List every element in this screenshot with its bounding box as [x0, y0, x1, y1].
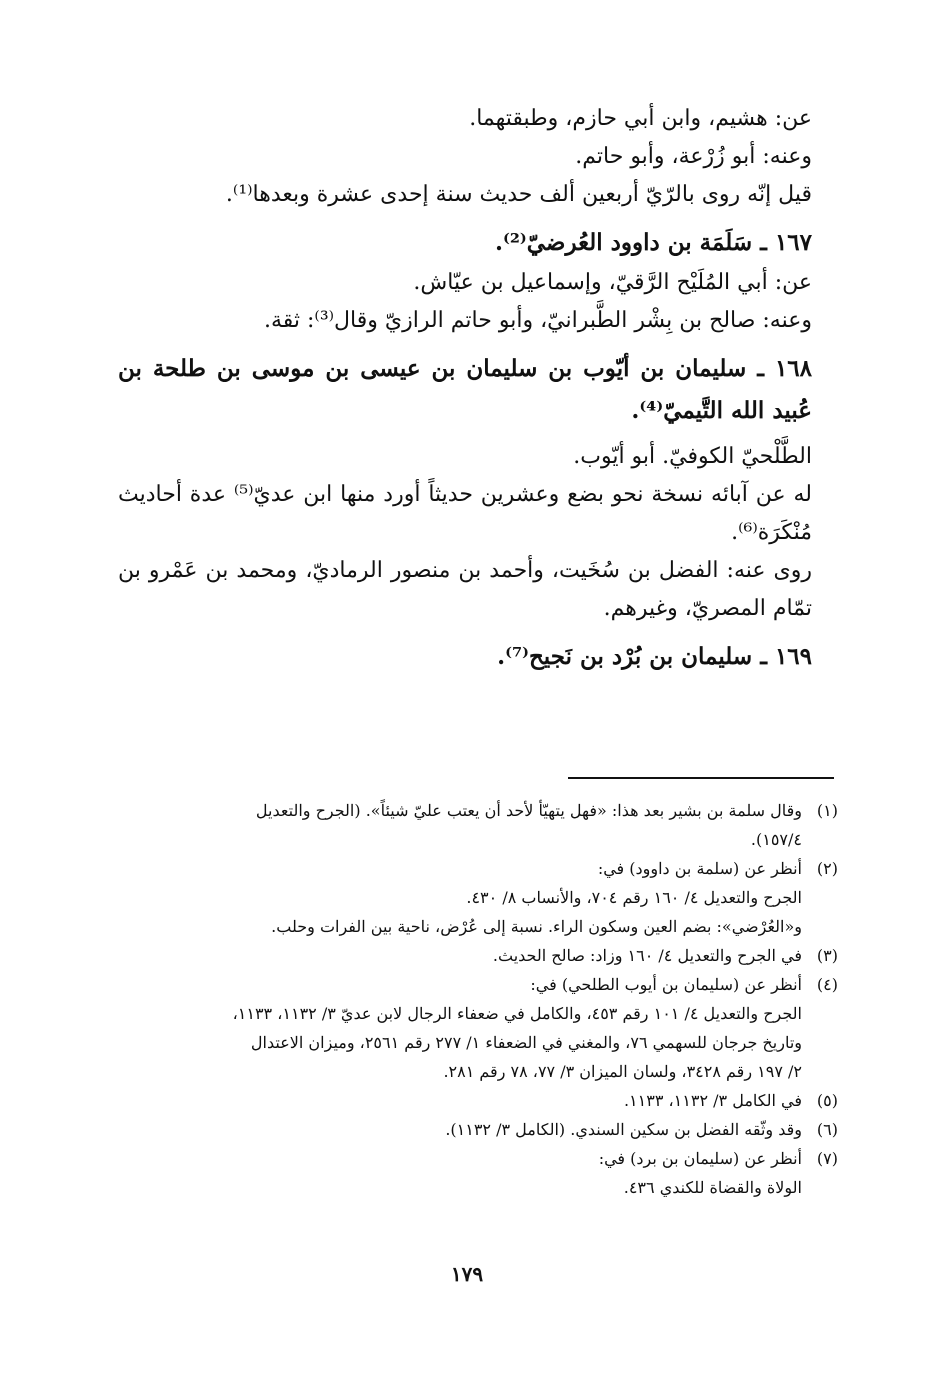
main-text	[118, 100, 812, 678]
footnote-7	[118, 1144, 838, 1202]
text-line: وعنه: أبو زُرْعة، وأبو حاتم.	[575, 144, 812, 169]
footnote-line: ١٥٧/٤).	[750, 830, 802, 849]
footnote-line: وقال سلمة بن بشير بعد هذا: «فهل يتهيّأ لأحد أن يعتب عليّ شيئاً». (الجرح والتعديل	[255, 801, 802, 820]
footnote-number: (١)	[816, 801, 838, 820]
footnotes	[118, 796, 838, 1202]
text-line: الطَّلْحيّ الكوفيّ. أبو أيّوب.	[573, 444, 812, 469]
footnote-number: (٦)	[816, 1120, 838, 1139]
footnote-number: (٤)	[816, 975, 838, 994]
footnote-2	[118, 854, 838, 941]
footnote-5	[118, 1086, 838, 1115]
footnote-1	[118, 796, 838, 854]
footnote-line: وتاريخ جرجان للسهمي ٧٦، والمغني في الضعفاء ١/ ٢٧٧ رقم ٢٥٦١، وميزان الاعتدال	[250, 1033, 802, 1052]
text-line: قيل إنّه روى بالرّيّ أربعين ألف حديث سنة إحدى عشرة وبعدها⁽¹⁾.	[225, 182, 812, 207]
text-line: عن: أبي المُلَيْح الرَّقيّ، وإسماعيل بن عيّاش.	[413, 270, 812, 295]
footnote-number: (٣)	[816, 946, 838, 965]
text-line: وعنه: صالح بن بِشْر الطَّبرانيّ، وأبو حاتم الرازيّ وقال⁽³⁾: ثقة.	[263, 308, 812, 333]
footnote-number: (٧)	[816, 1149, 838, 1168]
footnote-divider	[568, 777, 834, 779]
footnote-line: الجرح والتعديل ٤/ ١٦٠ رقم ٧٠٤، والأنساب ٨/ ٤٣٠.	[466, 888, 802, 907]
entry-heading-167: ١٦٧ ـ سَلَمَة بن داوود العُرضيّ⁽²⁾.	[494, 229, 812, 256]
footnote-line: أنظر عن (سلمة بن داوود) في:	[597, 859, 802, 878]
entry-heading-168: ١٦٨ ـ سليمان بن أيّوب بن سليمان بن عيسى بن موسى بن طلحة بن عُبيد الله التَّيميّ⁽⁴⁾.	[118, 355, 812, 424]
footnote-number: (٥)	[816, 1091, 838, 1110]
entry-heading-169: ١٦٩ ـ سليمان بن بُرْد بن نَجيح⁽⁷⁾.	[497, 643, 812, 670]
page-number: ١٧٩	[450, 1262, 484, 1286]
footnote-6	[118, 1115, 838, 1144]
footnote-line: أنظر عن (سليمان بن برد) في:	[598, 1149, 802, 1168]
text-paragraph: له عن آبائه نسخة نحو بضع وعشرين حديثاً أورد منها ابن عديّ⁽⁵⁾ عدة أحاديث مُنْكَرَة⁽⁶⁾.	[118, 482, 813, 545]
footnote-line: الولاة والقضاة للكندي ٤٣٦.	[623, 1178, 802, 1197]
footnote-line: وقد وثّقه الفضل بن سكين السندي. (الكامل ٣/ ١١٣٢).	[445, 1120, 802, 1139]
footnote-line: ٢/ ١٩٧ رقم ٣٤٢٨، ولسان الميزان ٣/ ٧٧، ٧٨ رقم ٢٨١.	[443, 1062, 802, 1081]
footnote-line: في الجرح والتعديل ٤/ ١٦٠ وزاد: صالح الحديث.	[492, 946, 802, 965]
footnote-number: (٢)	[816, 859, 838, 878]
footnote-line: أنظر عن (سليمان بن أيوب الطلحي) في:	[530, 975, 802, 994]
footnote-line: و«العُرْضي»: بضم العين وسكون الراء. نسبة إلى عُرْض، ناحية بين الفرات وحلب.	[271, 917, 802, 936]
footnote-line: في الكامل ٣/ ١١٣٢، ١١٣٣.	[623, 1091, 802, 1110]
text-line: عن: هشيم، وابن أبي حازم، وطبقتهما.	[469, 106, 812, 131]
footnote-3	[118, 941, 838, 970]
footnote-4	[118, 970, 838, 1086]
text-paragraph: روى عنه: الفضل بن سُخَيت، وأحمد بن منصور الرماديّ، ومحمد بن عَمْرو بن تمّام المصريّ، وغيرهم.	[118, 558, 812, 621]
footnote-line: الجرح والتعديل ٤/ ١٠١ رقم ٤٥٣، والكامل في ضعفاء الرجال لابن عديّ ٣/ ١١٣٢، ١١٣٣،	[232, 1004, 802, 1023]
